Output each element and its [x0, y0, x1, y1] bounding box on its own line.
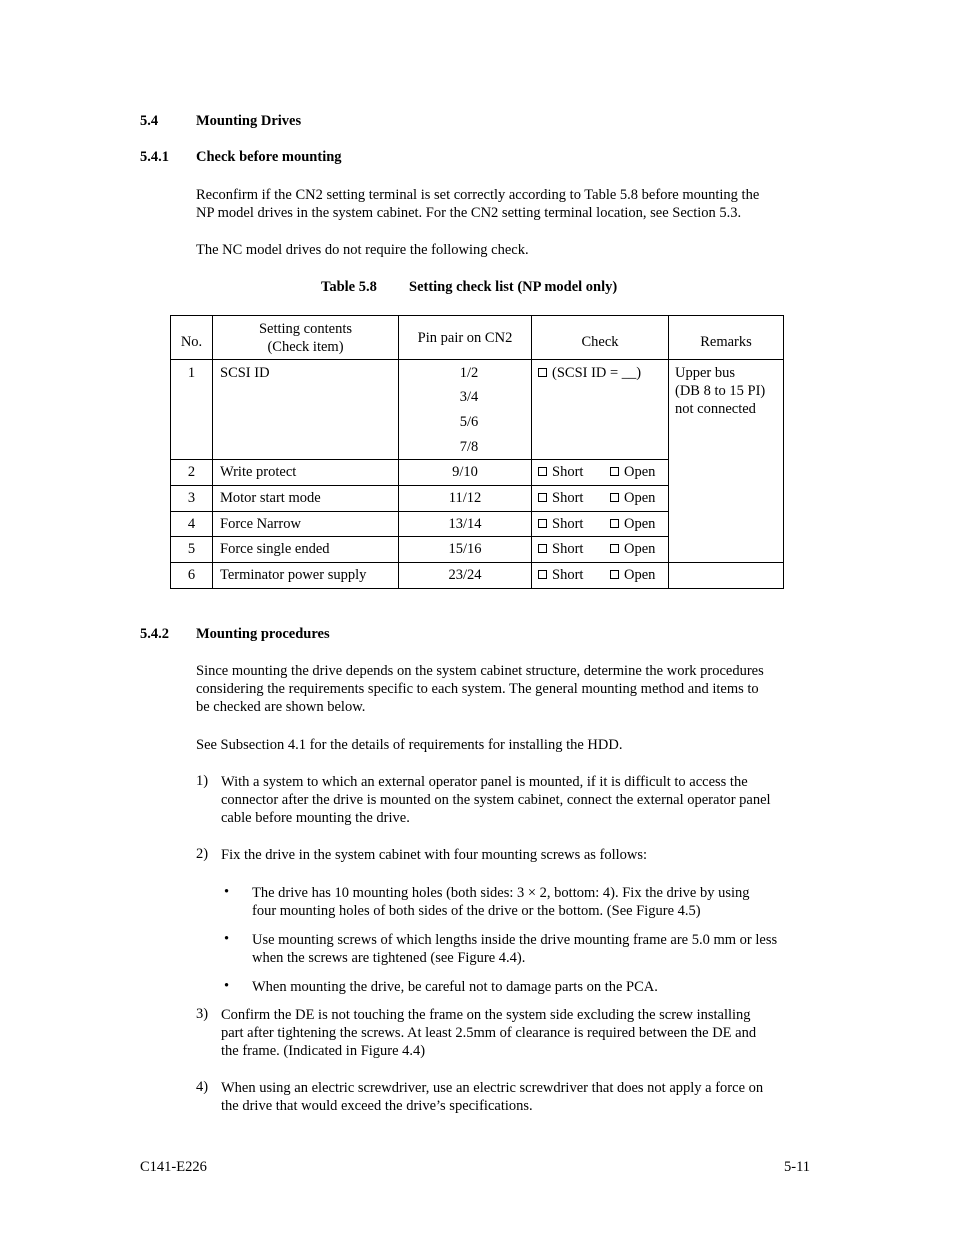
bullet-line: When mounting the drive, be careful not to damage parts on the PCA. [252, 979, 658, 995]
table-caption-number: Table 5.8 [321, 279, 377, 295]
row-no: 4 [187, 516, 196, 532]
checkbox-icon[interactable] [538, 493, 547, 502]
short-label: Short [552, 490, 584, 506]
bullet-item [252, 978, 822, 996]
row-item: Terminator power supply [220, 567, 367, 583]
subsection-number: 5.4.2 [140, 626, 169, 642]
bullet-icon: • [224, 931, 230, 947]
short-label: Short [552, 567, 584, 583]
row-item: Write protect [220, 464, 297, 480]
remarks [675, 364, 765, 418]
bullet-item [252, 884, 822, 920]
header-no: No. [180, 334, 203, 350]
table-border [212, 315, 213, 589]
row-no: 6 [187, 567, 196, 583]
checkbox-icon[interactable] [610, 544, 619, 553]
table-border [170, 536, 669, 537]
checkbox-icon[interactable] [538, 570, 547, 579]
header-check: Check [581, 334, 619, 350]
bullet-item [252, 931, 822, 967]
bullet-line: The drive has 10 mounting holes (both sides: 3 × 2, bottom: 4). Fix the drive by using [252, 885, 750, 901]
pin-value: 11/12 [448, 490, 482, 506]
pin-value: 15/16 [448, 541, 482, 557]
pin-value: 23/24 [448, 567, 482, 583]
row-item: SCSI ID [220, 365, 270, 381]
subsection-number: 5.4.1 [140, 149, 169, 165]
open-option[interactable] [610, 515, 655, 533]
list-number: 3) [196, 1006, 209, 1022]
pin-value: 13/14 [448, 516, 482, 532]
pin-value: 3/4 [459, 389, 479, 405]
bullet-line: Use mounting screws of which lengths inside the drive mounting frame are 5.0 mm or less [252, 932, 778, 948]
short-option[interactable] [538, 515, 583, 533]
table-caption-title: Setting check list (NP model only) [409, 279, 618, 295]
paragraph [196, 186, 821, 222]
short-label: Short [552, 541, 584, 557]
list-line: With a system to which an external operator panel is mounted, if it is difficult to access the [221, 774, 748, 790]
row-item: Force single ended [220, 541, 330, 557]
bullet-line: when the screws are tightened (see Figure 4.4). [252, 950, 526, 967]
paragraph-line: Since mounting the drive depends on the system cabinet structure, determine the work procedures [196, 663, 764, 679]
list-line: cable before mounting the drive. [221, 810, 410, 827]
header-contents [213, 320, 398, 356]
section-number: 5.4 [140, 113, 159, 129]
header-remarks: Remarks [700, 334, 752, 350]
open-option[interactable] [610, 540, 655, 558]
remarks-line: Upper bus [675, 365, 736, 381]
checkbox-icon[interactable] [610, 467, 619, 476]
table-border [668, 315, 669, 589]
table-border [783, 315, 784, 589]
checkbox-icon[interactable] [538, 467, 547, 476]
pin-value: 1/2 [459, 365, 479, 381]
pin-value: 9/10 [452, 464, 478, 480]
paragraph: See Subsection 4.1 for the details of requirements for installing the HDD. [196, 737, 623, 753]
header-pin: Pin pair on CN2 [417, 330, 513, 346]
list-item [221, 773, 821, 828]
checkbox-icon[interactable] [538, 519, 547, 528]
list-line: part after tightening the screws. At least 2.5mm of clearance is required between the DE and [221, 1025, 757, 1042]
list-item [221, 846, 821, 864]
table-border [170, 588, 784, 589]
list-line: connector after the drive is mounted on the system cabinet, connect the external operator panel [221, 792, 771, 809]
paragraph [196, 662, 821, 717]
remarks-line: not connected [675, 401, 756, 417]
row-no: 2 [187, 464, 196, 480]
open-label: Open [624, 541, 656, 557]
list-number: 1) [196, 773, 209, 789]
list-line: the frame. (Indicated in Figure 4.4) [221, 1043, 426, 1060]
paragraph-line: NP model drives in the system cabinet. For the CN2 setting terminal location, see Section 5.3. [196, 205, 742, 222]
row-no: 3 [187, 490, 196, 506]
checkbox-icon[interactable] [538, 368, 547, 377]
bullet-icon: • [224, 884, 230, 900]
paragraph: The NC model drives do not require the following check. [196, 242, 529, 258]
subsection-title: Mounting procedures [196, 626, 330, 642]
pin-value: 5/6 [459, 414, 479, 430]
list-item [221, 1079, 821, 1115]
open-label: Open [624, 464, 656, 480]
bullet-line: four mounting holes of both sides of the drive or the bottom. (See Figure 4.5) [252, 903, 701, 920]
pin-value: 7/8 [459, 439, 479, 455]
table-border [170, 359, 784, 360]
open-option[interactable] [610, 489, 655, 507]
checkbox-icon[interactable] [610, 493, 619, 502]
row-item: Force Narrow [220, 516, 301, 532]
checkbox-icon[interactable] [538, 544, 547, 553]
open-label: Open [624, 490, 656, 506]
paragraph-line: be checked are shown below. [196, 699, 366, 716]
subsection-title: Check before mounting [196, 149, 342, 165]
short-option[interactable] [538, 489, 583, 507]
header-contents-line: Setting contents [258, 321, 353, 337]
open-option[interactable] [610, 463, 655, 481]
check-label: (SCSI ID = __) [552, 365, 642, 381]
row-no: 1 [187, 365, 196, 381]
bullet-icon: • [224, 978, 230, 994]
row-item: Motor start mode [220, 490, 321, 506]
checkbox-icon[interactable] [610, 570, 619, 579]
paragraph-line: considering the requirements specific to each system. The general mounting method and items to [196, 681, 759, 698]
checkbox-icon[interactable] [610, 519, 619, 528]
table-border [170, 485, 669, 486]
row-no: 5 [187, 541, 196, 557]
list-item [221, 1006, 821, 1061]
list-line: the drive that would exceed the drive’s specifications. [221, 1098, 533, 1115]
remarks-line: (DB 8 to 15 PI) [675, 383, 766, 399]
section-title: Mounting Drives [196, 113, 302, 129]
open-label: Open [624, 516, 656, 532]
footer-doc-id: C141-E226 [140, 1159, 207, 1175]
footer-page-number: 5-11 [784, 1159, 811, 1175]
table-border [170, 511, 669, 512]
list-number: 2) [196, 846, 209, 862]
header-contents-line: (Check item) [267, 339, 344, 355]
open-label: Open [624, 567, 656, 583]
short-option[interactable] [538, 566, 583, 584]
list-line: Fix the drive in the system cabinet with four mounting screws as follows: [221, 847, 648, 863]
short-label: Short [552, 516, 584, 532]
list-line: When using an electric screwdriver, use an electric screwdriver that does not apply a force on [221, 1080, 764, 1096]
short-option[interactable] [538, 540, 583, 558]
table-border [170, 459, 669, 460]
scsi-id-check[interactable] [538, 364, 641, 382]
short-label: Short [552, 464, 584, 480]
list-line: Confirm the DE is not touching the frame on the system side excluding the screw installing [221, 1007, 751, 1023]
open-option[interactable] [610, 566, 655, 584]
table-border [170, 315, 784, 316]
list-number: 4) [196, 1079, 209, 1095]
paragraph-line: Reconfirm if the CN2 setting terminal is set correctly according to Table 5.8 before mounting the [196, 187, 760, 203]
short-option[interactable] [538, 463, 583, 481]
table-border [170, 562, 784, 563]
